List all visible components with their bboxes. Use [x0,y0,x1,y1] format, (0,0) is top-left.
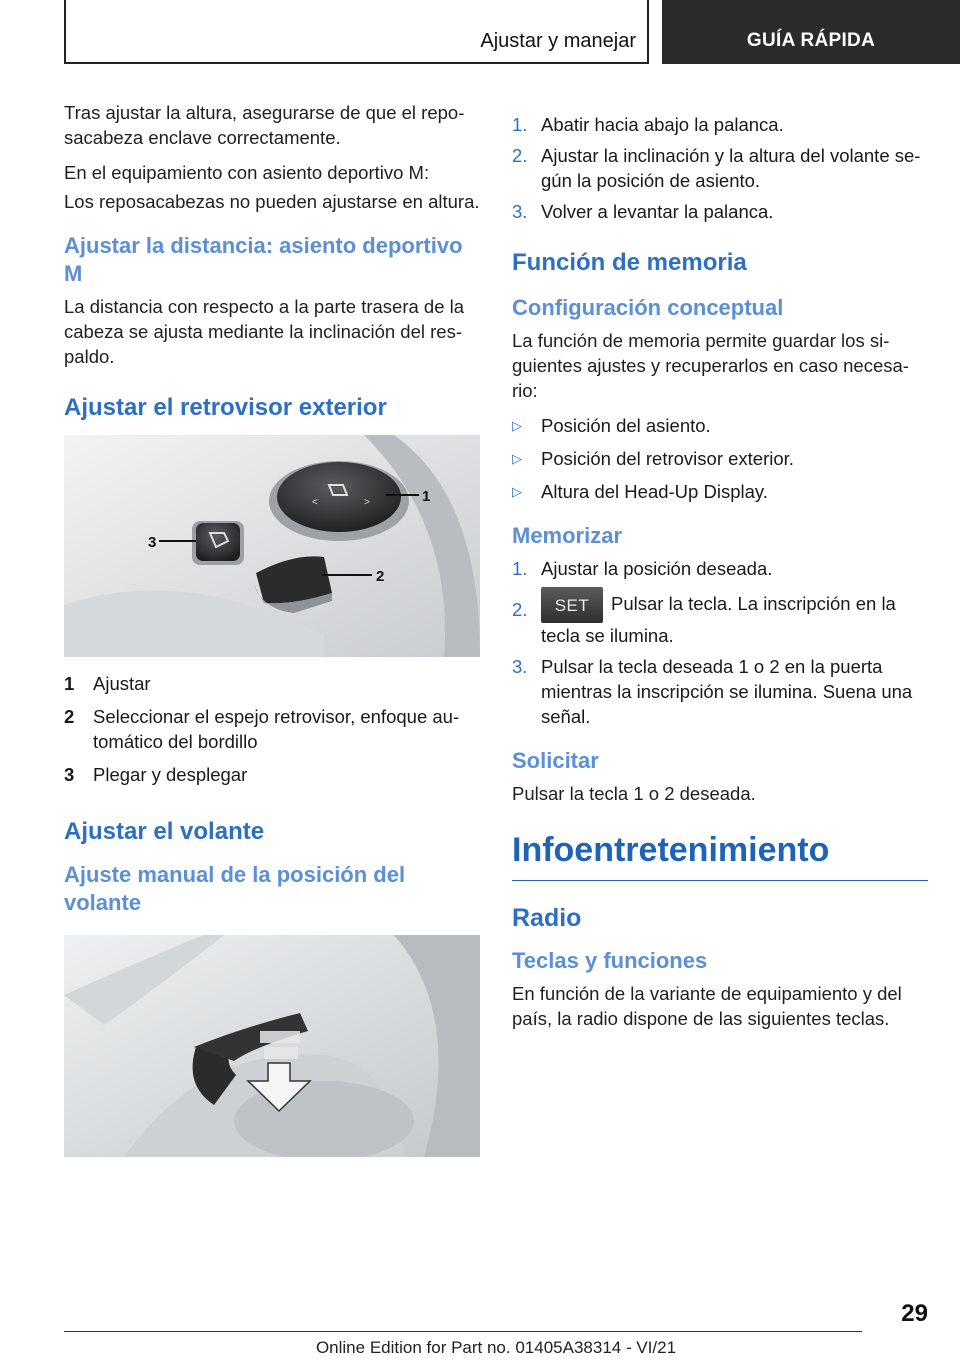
list-item: 1. Ajustar la posición deseada. [512,558,773,579]
heading-distance: Ajustar la distancia: asiento deportivo M [64,233,463,286]
triangle-bullet-icon: ▷ [512,451,522,466]
heading-concept: Configuración conceptual [512,295,784,320]
list-item: 2. Ajustar la inclinación y la altura del volante según la posición de asiento. [512,145,921,191]
list-item: 2. SET Pulsar la tecla. La inscripción en la tecla se ilumina. [512,587,928,648]
heading-steering: Ajustar el volante [64,818,265,845]
heading-keys: Teclas y funciones [512,948,708,973]
footer-divider [64,1331,862,1332]
list-item: ▷ Posición del asiento. [512,415,711,436]
mirror-controls-figure [64,435,480,657]
heading-radio: Radio [512,904,582,932]
heading-memorize: Memorizar [512,523,623,548]
memory-bullets [512,413,928,504]
list-item: 3. Volver a levantar la palanca. [512,201,774,222]
heading-infotainment: Infoentretenimiento [512,828,928,881]
set-button-icon: SET [541,587,603,623]
heading-steering-manual: Ajuste manual de la posición del volante [64,862,406,915]
mirror-controls-illustration [64,435,480,657]
triangle-bullet-icon: ▷ [512,484,522,499]
callout-3: 3 [148,534,157,551]
header-guide-tab[interactable]: GUÍA RÁPIDA [662,0,960,64]
memorize-steps [512,556,928,729]
paragraph-sport-seat: En el equipamiento con asiento deportivo M: [64,162,430,183]
paragraph-request: Pulsar la tecla 1 o 2 deseada. [512,783,756,804]
steering-lever-illustration [64,935,480,1157]
paragraph-headrest-fixed: Los reposacabezas no pueden ajustarse en altura. [64,191,480,212]
legend-row: 3 Plegar y desplegar [64,764,248,785]
heading-mirror: Ajustar el retrovisor exterior [64,394,387,421]
callout-1: 1 [422,488,431,505]
left-column [64,100,480,1157]
heading-request: Solicitar [512,748,599,773]
heading-memory: Función de memoria [512,249,747,276]
page-number: 29 [901,1300,928,1327]
triangle-bullet-icon: ▷ [512,418,522,433]
legend-row: 1 Ajustar [64,673,151,694]
legend-row: 2 Seleccionar el espejo retrovisor, enfoque automático del bordillo [64,706,460,752]
right-column [512,100,928,1041]
callout-2: 2 [376,568,385,585]
paragraph-keys: En función de la variante de equipamiento y del país, la radio dispone de las siguientes teclas. [512,983,902,1029]
steering-lever-figure [64,935,480,1157]
paragraph-concept: La función de memoria permite guardar los siguientes ajustes y recuperarlos en caso necesario: [512,330,909,401]
paragraph-headrest: Tras ajustar la altura, asegurarse de que el reposacabeza enclave correctamente. [64,102,465,148]
footer-edition: Online Edition for Part no. 01405A38314 - VI/21 [315,1338,677,1357]
paragraph-distance: La distancia con respecto a la parte trasera de la cabeza se ajusta mediante la inclinación del respaldo. [64,296,465,367]
steering-steps [512,112,928,224]
header-section-title: Ajustar y manejar [480,30,636,52]
svg-text:<: < [312,497,318,508]
list-item: ▷ Altura del Head-Up Display. [512,481,768,502]
mirror-legend [64,671,480,787]
list-item: 1. Abatir hacia abajo la palanca. [512,114,784,135]
list-item: 3. Pulsar la tecla deseada 1 o 2 en la puerta mientras la inscripción se ilumina. Suena una señal. [512,656,913,727]
svg-text:>: > [364,497,370,508]
list-item: ▷ Posición del retrovisor exterior. [512,448,794,469]
